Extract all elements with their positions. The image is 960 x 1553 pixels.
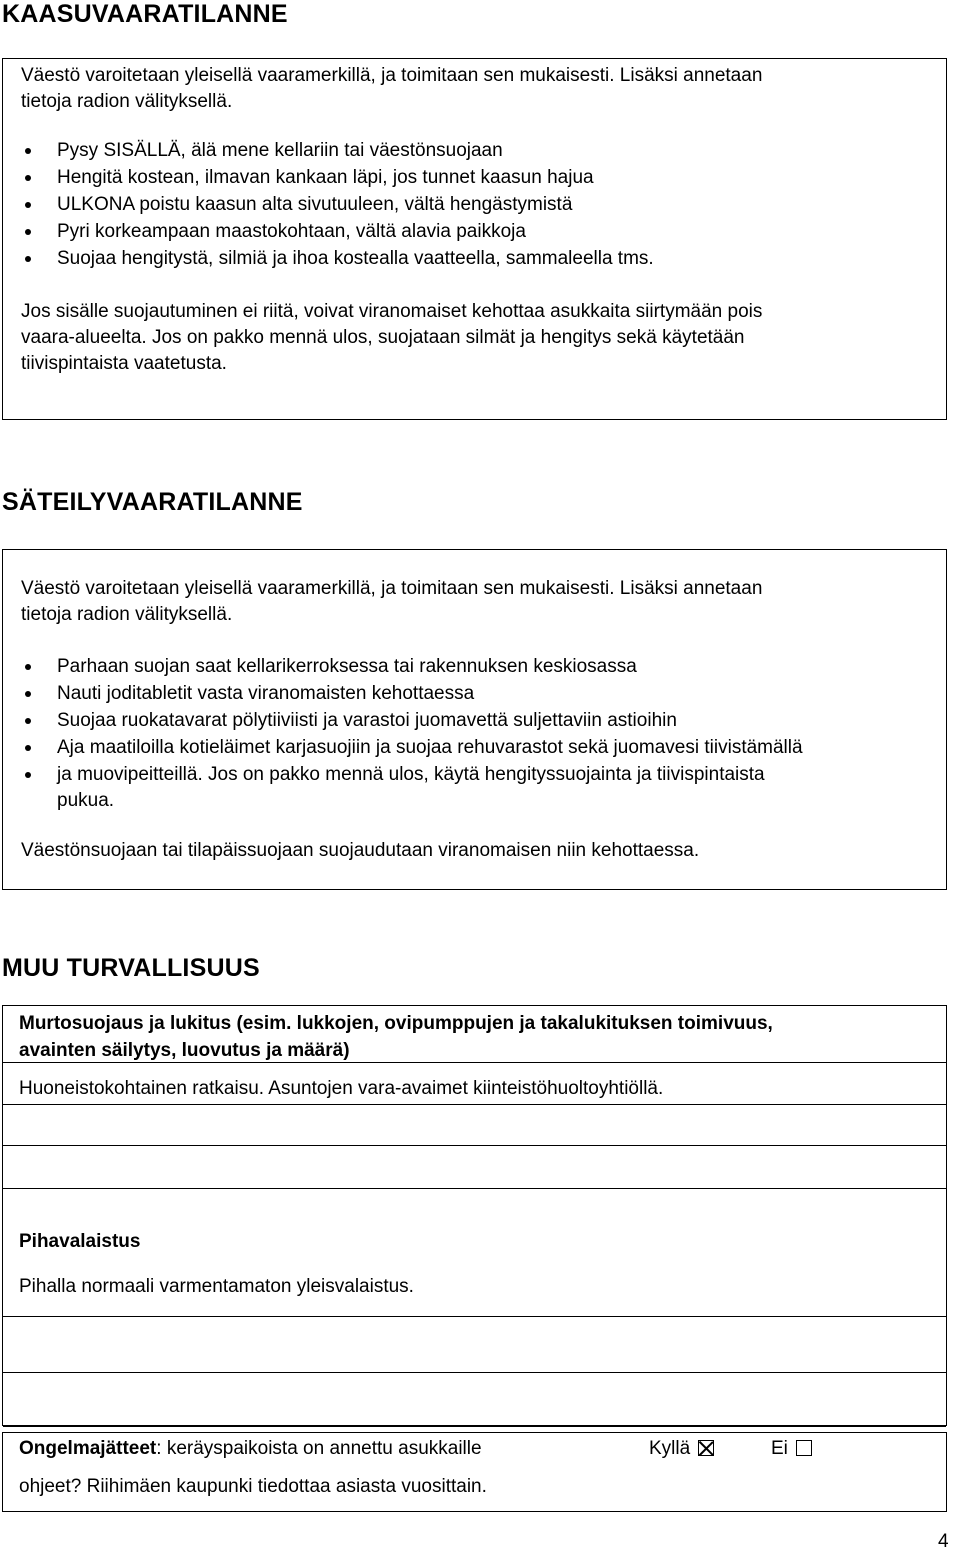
problem-waste-line1 [19,1435,482,1462]
gas-intro-line2: tietoja radion välityksellä. [21,91,233,112]
list-item: Aja maatiloilla kotieläimet karjasuojiin ja suojaa rehuvarastot sekä juomavesi tiivistämällä [23,734,803,761]
row-divider [3,1104,946,1105]
yes-label: Kyllä [649,1438,691,1459]
gas-box [2,58,947,420]
yard-title: Pihavalaistus [19,1231,141,1252]
security-table [2,1005,947,1426]
gas-intro-line1: Väestö varoitetaan yleisellä vaaramerkillä, ja toimitaan sen mukaisesti. Lisäksi annetaan [21,65,763,86]
list-item: Suojaa ruokatavarat pölytiiviisti ja varastoi juomavettä suljettaviin astioihin [23,707,803,734]
radiation-intro-line1: Väestö varoitetaan yleisellä vaaramerkillä, ja toimitaan sen mukaisesti. Lisäksi annetaan [21,578,763,599]
list-item: ja muovipeitteillä. Jos on pakko mennä ulos, käytä hengityssuojainta ja tiivispintaista [23,761,803,788]
row-divider [3,1426,946,1427]
row-divider [3,1372,946,1373]
list-item: Suojaa hengitystä, silmiä ja ihoa kostealla vaatteella, sammaleella tms. [23,245,654,272]
gas-heading: KAASUVAARATILANNE [2,0,288,28]
list-item: ULKONA poistu kaasun alta sivutuuleen, vältä hengästymistä [23,191,654,218]
problem-waste-line2: ohjeet? Riihimäen kaupunki tiedottaa asiasta vuosittain. [19,1476,487,1497]
list-item: Nauti joditabletit vasta viranomaisten kehottaessa [23,680,803,707]
radiation-bullet-list [23,653,803,788]
list-item: Parhaan suojan saat kellarikerroksessa tai rakennuksen keskiosassa [23,653,803,680]
no-checkbox[interactable] [796,1440,812,1456]
radiation-outro: Väestönsuojaan tai tilapäissuojaan suojaudutaan viranomaisen niin kehottaessa. [21,840,700,861]
no-option[interactable] [771,1435,812,1462]
row-divider [3,1145,946,1146]
yes-checkbox[interactable] [698,1440,714,1456]
lock-answer: Huoneistokohtainen ratkaisu. Asuntojen vara-avaimet kiinteistöhuoltoyhtiöllä. [19,1078,664,1099]
list-item: Pyri korkeampaan maastokohtaan, vältä alavia paikkoja [23,218,654,245]
problem-waste-box [2,1432,947,1512]
list-item: Hengitä kostean, ilmavan kankaan läpi, jos tunnet kaasun hajua [23,164,654,191]
problem-waste-label: Ongelmajätteet [19,1438,157,1459]
lock-title-line2: avainten säilytys, luovutus ja määrä) [19,1040,350,1061]
list-item: Pysy SISÄLLÄ, älä mene kellariin tai väestönsuojaan [23,137,654,164]
yes-option[interactable] [649,1435,714,1462]
row-divider [3,1188,946,1189]
page-number: 4 [938,1531,949,1552]
radiation-box [2,549,947,890]
radiation-intro-line2: tietoja radion välityksellä. [21,604,233,625]
gas-outro-line1: Jos sisälle suojautuminen ei riitä, voivat viranomaiset kehottaa asukkaita siirtymään pois [21,301,763,322]
problem-waste-text: : keräyspaikoista on annettu asukkaille [156,1438,482,1459]
gas-outro-line2: vaara-alueelta. Jos on pakko mennä ulos, suojataan silmät ja hengitys sekä käytetään [21,327,745,348]
lock-title-line1: Murtosuojaus ja lukitus (esim. lukkojen, ovipumppujen ja takalukituksen toimivuus, [19,1013,773,1034]
security-heading: MUU TURVALLISUUS [2,954,260,982]
gas-bullet-list [23,137,654,272]
radiation-heading: SÄTEILYVAARATILANNE [2,488,303,516]
yard-answer: Pihalla normaali varmentamaton yleisvalaistus. [19,1276,414,1297]
radiation-bullet-continuation: pukua. [57,790,115,811]
no-label: Ei [771,1438,788,1459]
row-divider [3,1316,946,1317]
gas-outro-line3: tiivispintaista vaatetusta. [21,353,227,374]
row-divider [3,1062,946,1063]
